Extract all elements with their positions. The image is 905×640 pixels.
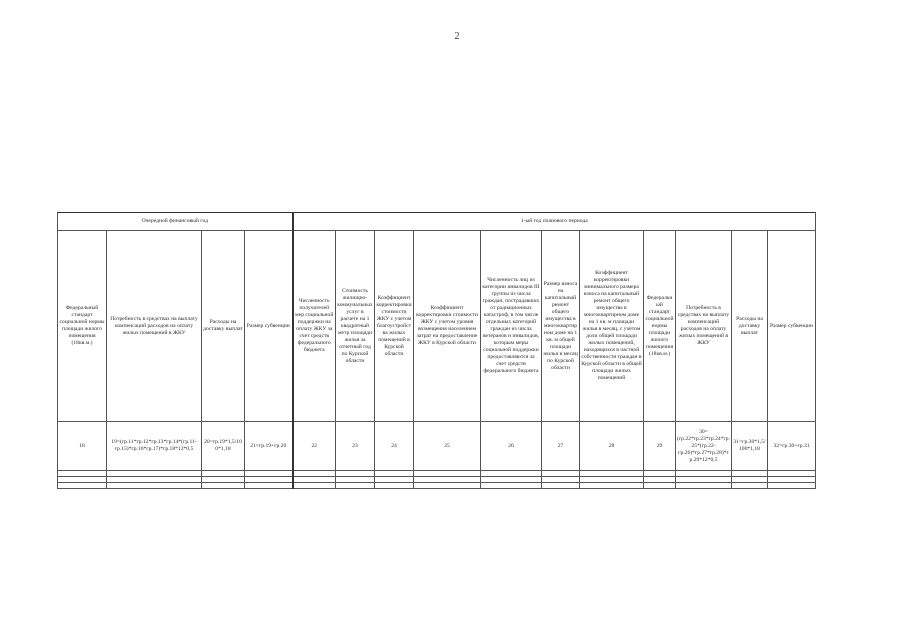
empty-cell	[644, 483, 676, 489]
number-cell: 24	[375, 422, 414, 471]
column-header-row	[58, 231, 816, 422]
number-cell: 27	[542, 422, 580, 471]
header-cell: Расходы на доставку выплат	[732, 231, 768, 422]
empty-cell	[336, 483, 375, 489]
empty-cell	[580, 483, 644, 489]
number-cell: 19=(гр.11*гр.12*гр.13*гр.14*(гр.11-гр.15)*гр.16*гр.17)*гр.18*12*0,5	[107, 422, 202, 471]
number-cell: 23	[336, 422, 375, 471]
header-cell: Численность лиц из категории инвалидов III группы из числа граждан, пострадавших от радиационных катастроф, в том числе отдельных категорий граждан из числа ветеранов и инвалидов, которым меры социальной поддержки предоставляются за счет средств федерального бюджета	[481, 231, 542, 422]
empty-cell	[375, 483, 414, 489]
header-cell: Коэффициент корректировки стоимости ЖКУ с учетом уровня возмещения населением затрат на предоставление ЖКУ в Курской области	[414, 231, 481, 422]
header-cell: Размер взноса на капитальный ремонт общего имущества в многоквартирном доме на 1 кв. м общей площади жилья в месяц по Курской области	[542, 231, 580, 422]
empty-cell	[732, 483, 768, 489]
number-cell: 26	[481, 422, 542, 471]
group-current-year: Очередной финансовый год	[58, 213, 293, 231]
number-cell: 25	[414, 422, 481, 471]
empty-row	[58, 483, 816, 489]
header-cell: Федеральный стандарт социальной нормы площади жилого помещения (18кв.м.)	[58, 231, 107, 422]
header-cell: Численность получателей мер социальной поддержки на оплату ЖКУ за счет средств федерального бюджета	[293, 231, 336, 422]
header-cell: Размер субвенции	[245, 231, 293, 422]
number-cell: 32=гр.30+гр.31	[768, 422, 816, 471]
group-header-row	[58, 213, 816, 231]
number-cell: 20=гр.19*1,5/100*1,18	[202, 422, 245, 471]
empty-cell	[414, 483, 481, 489]
empty-cell	[481, 483, 542, 489]
header-cell: Потребность в средствах на выплату компенсаций расходов на оплату жилых помещений в ЖКУ	[676, 231, 732, 422]
subvention-calculation-table	[57, 212, 816, 489]
number-cell: 28	[580, 422, 644, 471]
number-cell: 18	[58, 422, 107, 471]
empty-cell	[107, 483, 202, 489]
header-cell: Коэффициент корректировки минимального размера взноса на капитальный ремонт общего имущества в многоквартирном доме на 1 кв. м площади жилья в месяц, с учетом доли общей площади жилых помещений, находящихся в частной собственности граждан в Курской области в общей площади жилых помещений	[580, 231, 644, 422]
empty-cell	[245, 483, 293, 489]
empty-cell	[542, 483, 580, 489]
header-cell: Потребность в средствах на выплату компенсаций расходов на оплату жилых помещений в ЖКУ	[107, 231, 202, 422]
empty-cell	[768, 483, 816, 489]
number-cell: 29	[644, 422, 676, 471]
number-cell: 22	[293, 422, 336, 471]
page-number: 2	[454, 31, 460, 42]
header-cell: Коэффициент корректировки стоимости ЖКУ с учетом благоустройства жилых помещений в Курской области	[375, 231, 414, 422]
header-cell: Размер субвенции	[768, 231, 816, 422]
header-cell: Расходы на доставку выплат	[202, 231, 245, 422]
number-cell: 30=(гр.22*гр.23*гр.24*гр.25*(гр.22-гр.26)*гр.27*гр.28)*гр.29*12*0,5	[676, 422, 732, 471]
empty-cell	[676, 483, 732, 489]
header-cell: Федеральный стандарт социальной нормы площади жилого помещения (18кв.м.)	[644, 231, 676, 422]
number-cell: 21=гр.19+гр.20	[245, 422, 293, 471]
empty-cell	[58, 483, 107, 489]
empty-cell	[202, 483, 245, 489]
column-number-row	[58, 422, 816, 471]
number-cell: 31=гр.30*1,5/100*1,18	[732, 422, 768, 471]
group-plan-year: 1-ый год планового периода	[293, 213, 816, 231]
empty-cell	[293, 483, 336, 489]
header-cell: Стоимость жилищно-коммунальных услуг в расчете на 1 квадратный метр площади жилья за отчетный год по Курской области	[336, 231, 375, 422]
